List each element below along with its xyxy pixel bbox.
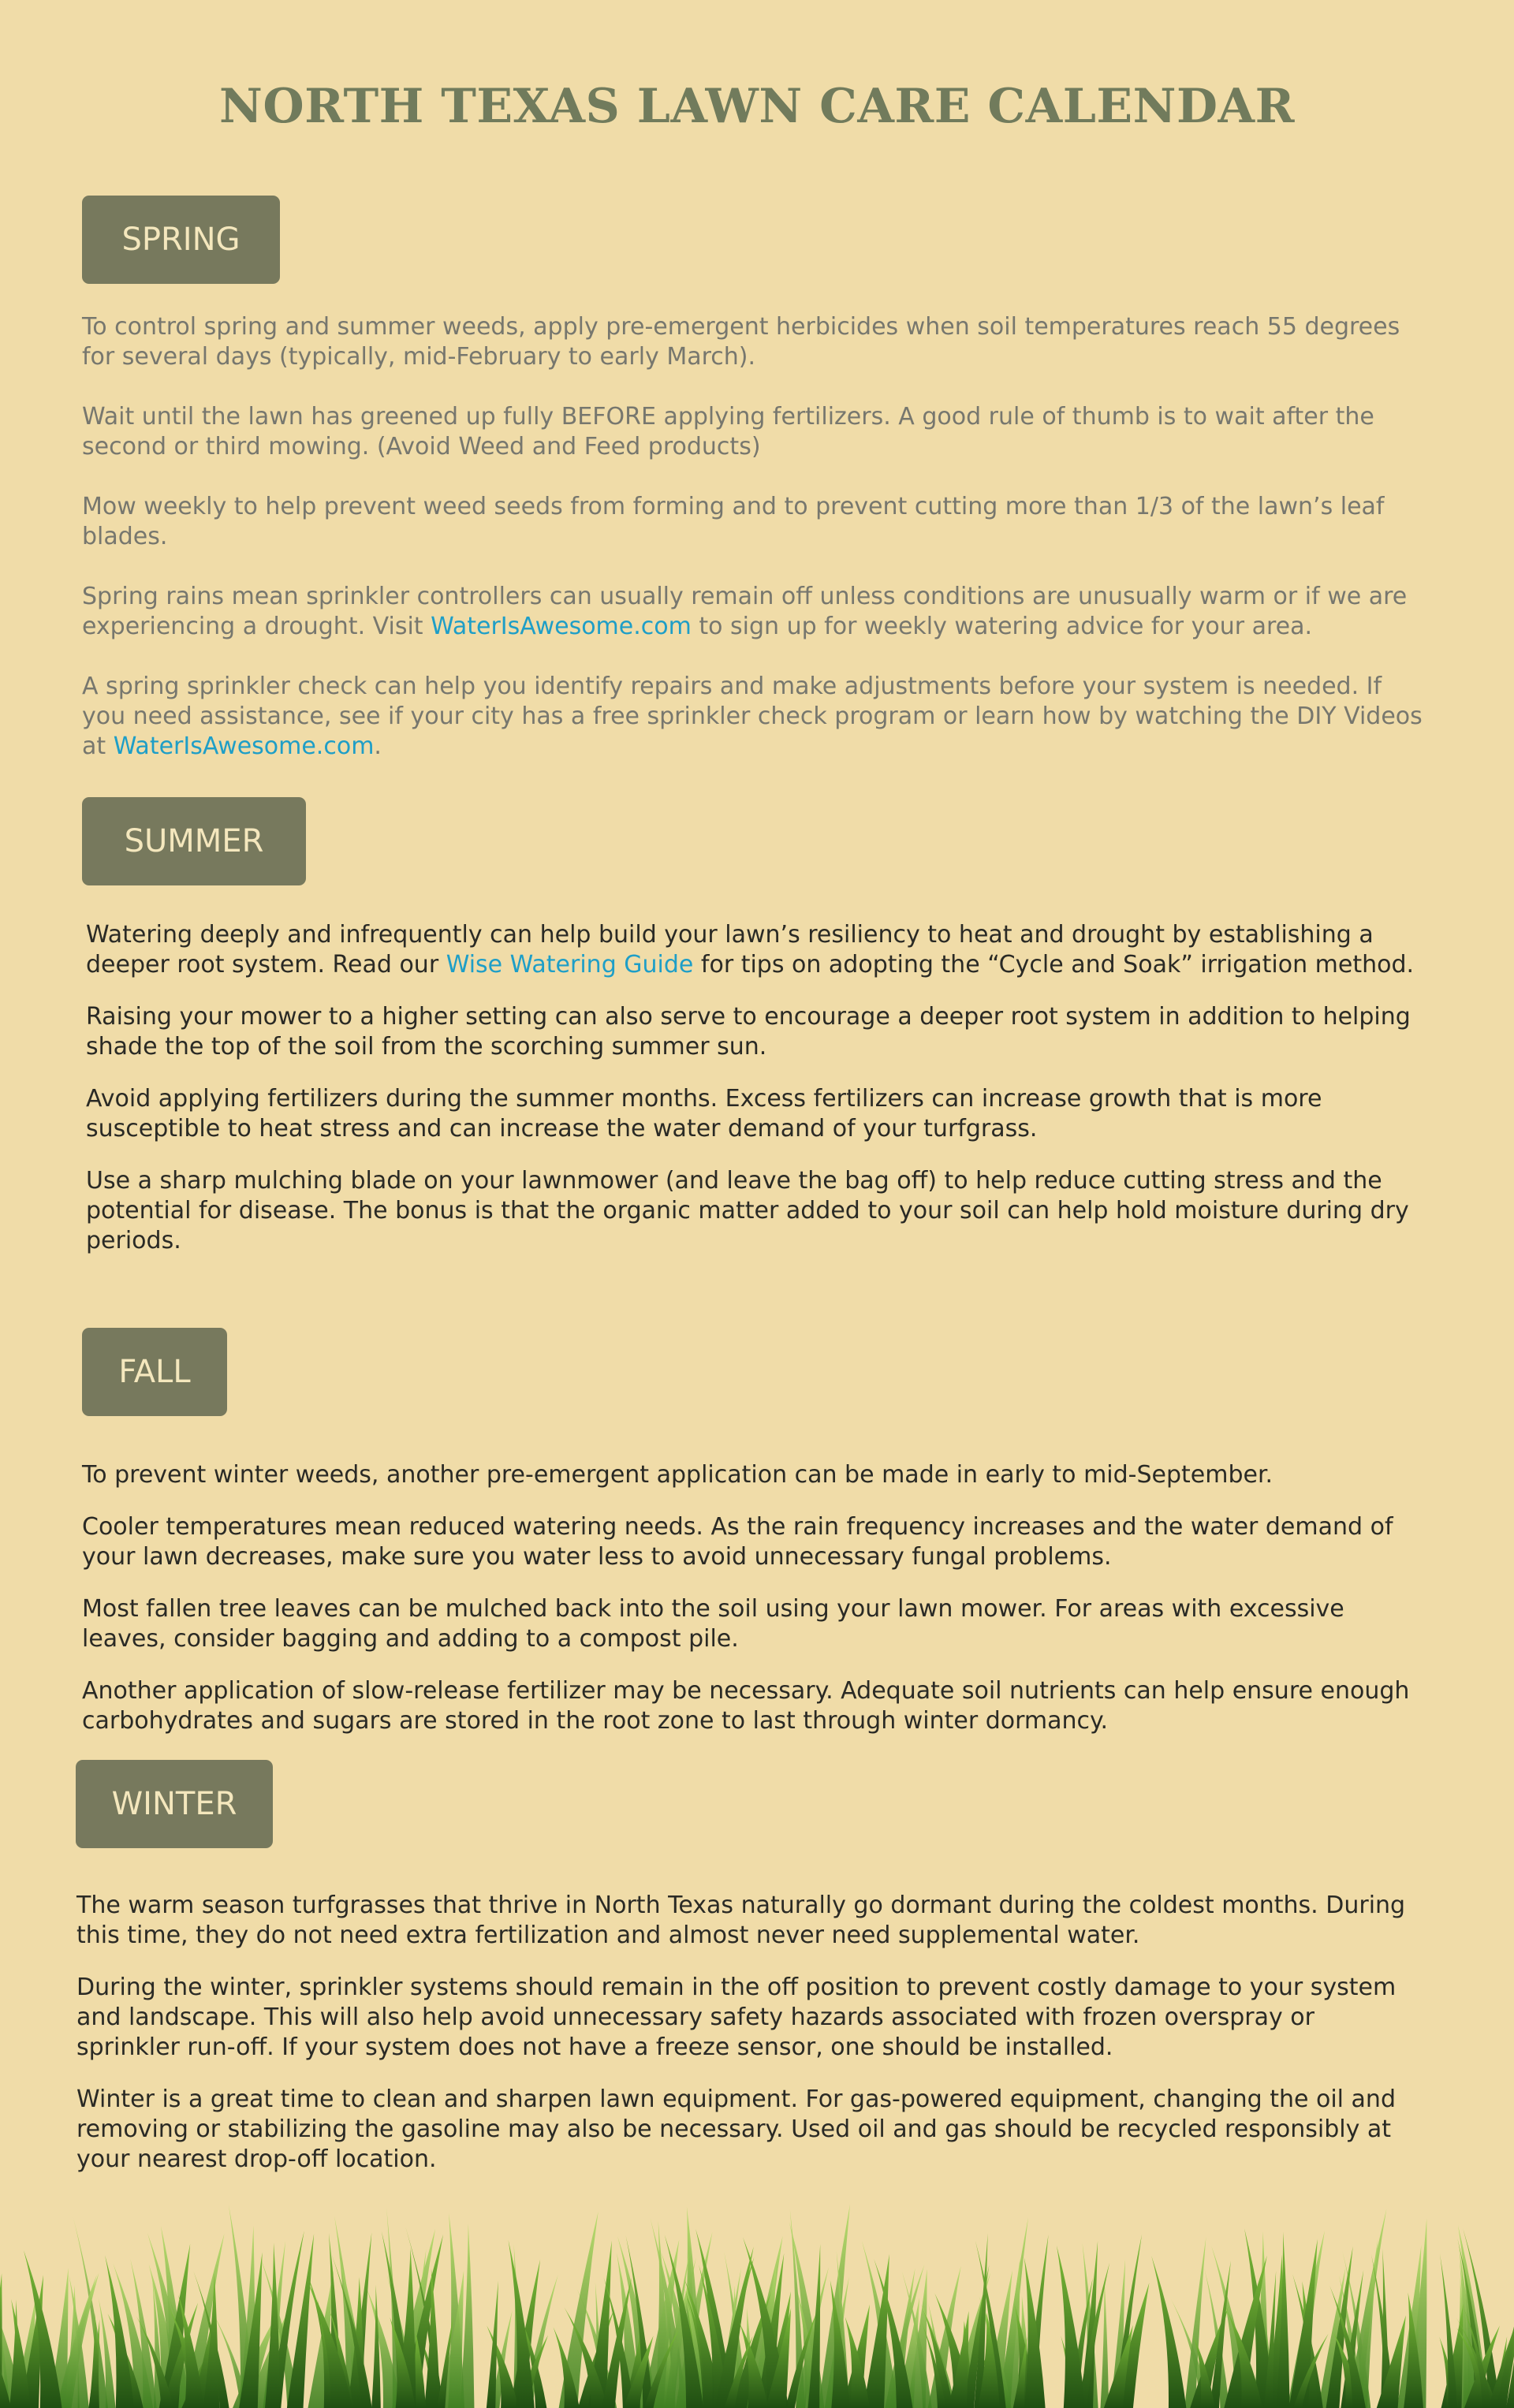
summer-paragraph-4: Use a sharp mulching blade on your lawnmower (and leave the bag off) to help reduce cutting stress and the potential for disease. The bonus is that the organic matter added to your soil can help hold moisture during dry periods. (86, 1167, 1409, 1254)
spring-paragraph-4: Spring rains mean sprinkler controllers can usually remain off unless conditions are unusually warm or if we are experiencing a drought. Visit WaterIsAwesome.com to sign up for weekly watering advice for your area. (82, 583, 1408, 640)
winter-paragraph-2: During the winter, sprinkler systems should remain in the off position to prevent costly damage to your system and landscape. This will also help avoid unnecessary safety hazards associated with frozen overspray or sprinkler run-off. If your system does not have a freeze sensor, one should be installed. (76, 1974, 1397, 2061)
grass-blade (424, 2268, 440, 2408)
water-is-awesome-link[interactable]: WaterIsAwesome.com (113, 732, 375, 760)
grass-blade (287, 2234, 314, 2408)
spring-heading-badge: SPRING (82, 196, 280, 284)
summer-heading-badge: SUMMER (82, 797, 306, 885)
spring-paragraph-5: A spring sprinkler check can help you identify repairs and make adjustments before your system is needed. If you need assistance, see if your city has a free sprinkler check program or learn how by watching the DIY Videos at WaterIsAwesome.com. (82, 673, 1423, 760)
spring-paragraph-3: Mow weekly to help prevent weed seeds from forming and to prevent cutting more than 1/3 of the lawn’s leaf blades. (82, 493, 1385, 550)
page-title: NORTH TEXAS LAWN CARE CALENDAR (219, 79, 1295, 134)
spring-paragraph-1: To control spring and summer weeds, apply pre-emergent herbicides when soil temperatures reach 55 degrees for several days (typically, mid-February to early March). (82, 313, 1400, 371)
spring-section (82, 312, 1423, 762)
fall-paragraph-3: Most fallen tree leaves can be mulched back into the soil using your lawn mower. For areas with excessive leaves, consider bagging and adding to a compost pile. (82, 1595, 1344, 1653)
winter-heading-badge: WINTER (76, 1760, 273, 1848)
fall-heading-badge: FALL (82, 1328, 227, 1416)
summer-section (86, 920, 1426, 1256)
grass-blade (1210, 2261, 1231, 2408)
grass-blade (1440, 2253, 1457, 2408)
summer-paragraph-1: Watering deeply and infrequently can help build your lawn’s resiliency to heat and drought by establishing a deeper root system. Read our Wise Watering Guide for tips on adopting the “Cycle and Soak” irrigation method. (86, 921, 1415, 978)
grass-blade (1151, 2256, 1186, 2408)
wise-watering-guide-link[interactable]: Wise Watering Guide (446, 951, 694, 978)
fall-paragraph-1: To prevent winter weeds, another pre-emergent application can be made in early to mid-September. (82, 1461, 1273, 1489)
winter-paragraph-3: Winter is a great time to clean and sharpen lawn equipment. For gas-powered equipment, changing the oil and removing or stabilizing the gasoline may also be necessary. Used oil and gas should be recycled responsibly at your nearest drop-off location. (76, 2086, 1396, 2173)
summer-paragraph-3: Avoid applying fertilizers during the summer months. Excess fertilizers can increase growth that is more susceptible to heat stress and can increase the water demand of your turfgrass. (86, 1085, 1322, 1142)
water-is-awesome-link[interactable]: WaterIsAwesome.com (431, 613, 692, 640)
grass-blade (265, 2242, 280, 2408)
grass-blade (371, 2285, 381, 2408)
spring-paragraph-2: Wait until the lawn has greened up fully BEFORE applying fertilizers. A good rule of thumb is to wait after the second or third mowing. (Avoid Weed and Feed products) (82, 403, 1374, 460)
fall-section (82, 1460, 1423, 1736)
fall-paragraph-2: Cooler temperatures mean reduced watering needs. As the rain frequency increases and the water demand of your lawn decreases, make sure you water less to avoid unnecessary fungal problems. (82, 1513, 1393, 1571)
grass-blade (1057, 2246, 1085, 2408)
grass-border-image (0, 2176, 1514, 2408)
fall-paragraph-4: Another application of slow-release fertilizer may be necessary. Adequate soil nutrients can help ensure enough carbohydrates and sugars are stored in the root zone to last through winter dormancy. (82, 1677, 1410, 1735)
winter-paragraph-1: The warm season turfgrasses that thrive in North Texas naturally go dormant during the coldest months. During this time, they do not need extra fertilization and almost never need supplemental water. (76, 1892, 1406, 1949)
winter-section (76, 1891, 1417, 2175)
summer-paragraph-2: Raising your mower to a higher setting can also serve to encourage a deeper root system in addition to helping shade the top of the soil from the scorching summer sun. (86, 1003, 1411, 1060)
